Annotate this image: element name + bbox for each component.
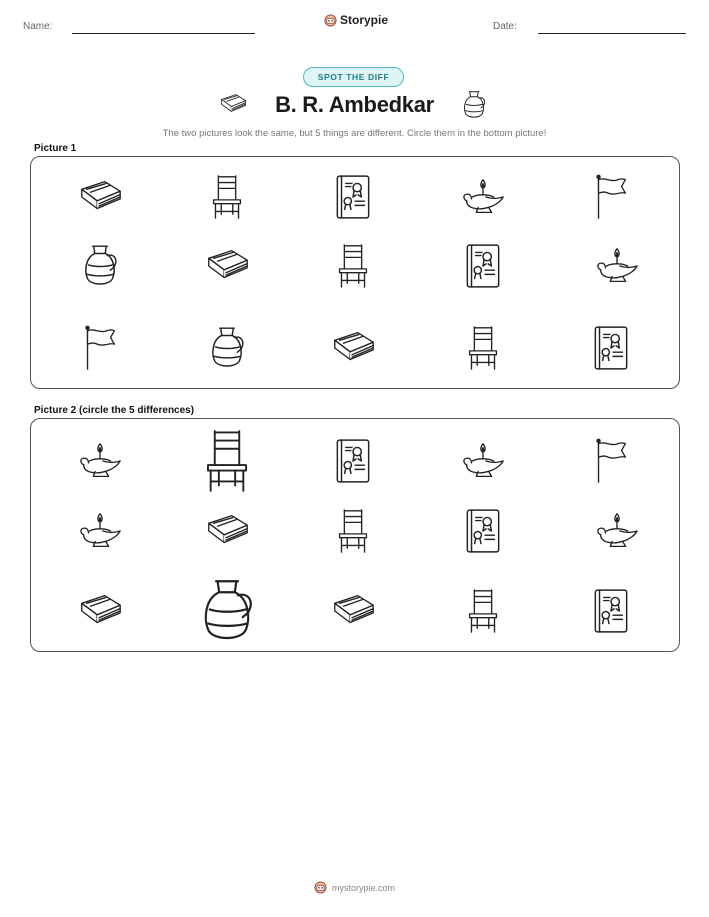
picture-2-jug-icon[interactable] (191, 575, 263, 647)
picture-2-book-icon[interactable] (329, 587, 377, 635)
picture-2-certificate-icon[interactable] (587, 587, 635, 635)
footer (0, 881, 709, 894)
picture-1-certificate-icon (329, 173, 377, 221)
jug-icon (460, 89, 488, 121)
picture-1-lamp-icon (593, 242, 641, 290)
picture-1-jug-icon (203, 324, 251, 372)
picture-1-jug-icon (76, 242, 124, 290)
name-label: Name: (23, 21, 53, 32)
name-line[interactable] (72, 33, 255, 34)
picture-1-flag-icon (587, 173, 635, 221)
picture-1-chair-icon (203, 173, 251, 221)
picture-1-chair-icon (459, 324, 507, 372)
picture-2-lamp-icon[interactable] (76, 437, 124, 485)
picture-2-chair-icon[interactable] (329, 507, 377, 555)
picture-2-book-icon[interactable] (76, 587, 124, 635)
footer-url[interactable]: mystorypie.com (331, 882, 395, 893)
picture-2-label: Picture 2 (circle the 5 differences) (34, 405, 195, 416)
picture-2-certificate-icon[interactable] (459, 507, 507, 555)
storypie-mascot-icon (324, 14, 337, 27)
picture-1-flag-icon (76, 324, 124, 372)
picture-2-flag-icon[interactable] (587, 437, 635, 485)
instructions: The two pictures look the same, but 5 things are different. Circle them in the bottom picture! (162, 128, 547, 139)
date-line[interactable] (538, 33, 686, 34)
picture-2-chair-icon[interactable] (193, 427, 261, 495)
picture-1-label: Picture 1 (34, 143, 77, 154)
spot-the-diff-badge: SPOT THE DIFF (303, 67, 404, 87)
picture-2-chair-icon[interactable] (459, 587, 507, 635)
picture-1-certificate-icon (587, 324, 635, 372)
picture-1-certificate-icon (459, 242, 507, 290)
picture-1-book-icon (329, 324, 377, 372)
picture-1-book-icon (203, 242, 251, 290)
date-label: Date: (493, 21, 517, 32)
storypie-logo (324, 13, 388, 27)
picture-2-book-icon[interactable] (203, 507, 251, 555)
storypie-footer-icon (314, 881, 327, 894)
picture-2-certificate-icon[interactable] (329, 437, 377, 485)
picture-2-lamp-icon[interactable] (593, 507, 641, 555)
picture-1-lamp-icon (459, 173, 507, 221)
picture-1-chair-icon (329, 242, 377, 290)
picture-2-lamp-icon[interactable] (459, 437, 507, 485)
brand-name: Storypie (340, 13, 389, 27)
picture-1-book-icon (76, 173, 124, 221)
picture-2-lamp-icon[interactable] (76, 507, 124, 555)
page-title: B. R. Ambedkar (275, 92, 434, 117)
